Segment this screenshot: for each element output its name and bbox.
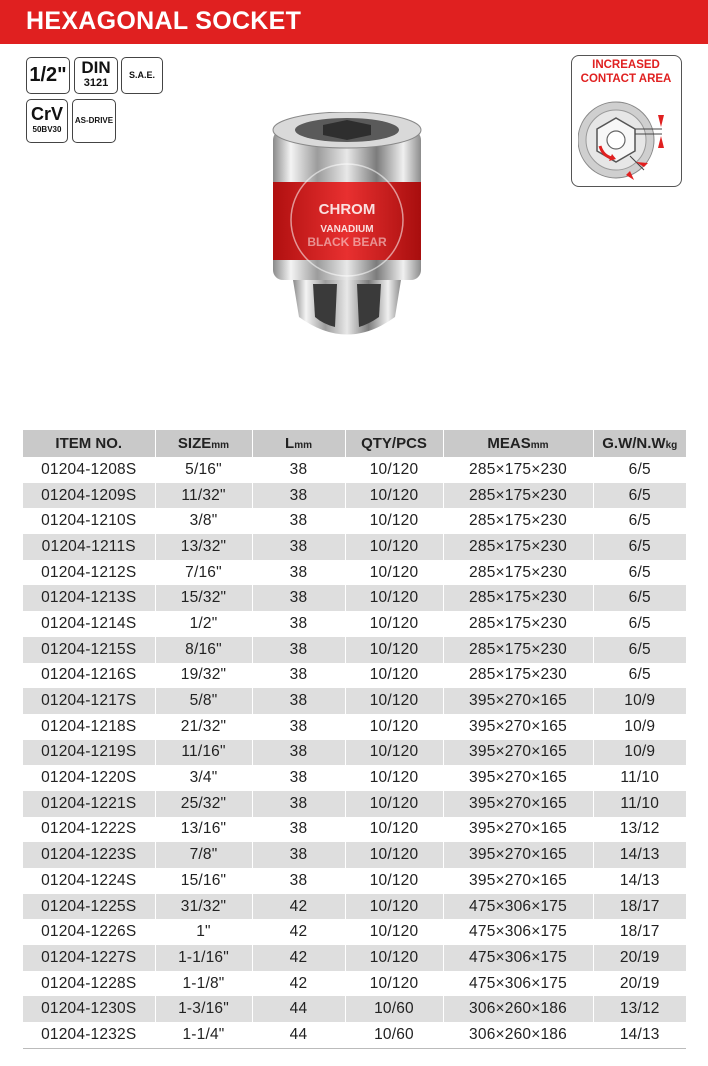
cell-item-no: 01204-1226S <box>23 919 155 945</box>
cell-meas: 395×270×165 <box>443 791 593 817</box>
cell-item-no: 01204-1215S <box>23 637 155 663</box>
cell-item-no: 01204-1209S <box>23 483 155 509</box>
cell-meas: 285×175×230 <box>443 483 593 509</box>
col-header-weight: G.W/N.Wkg <box>593 430 686 457</box>
cell-qty: 10/60 <box>345 1022 443 1048</box>
cell-size: 7/8" <box>155 842 252 868</box>
cell-qty: 10/120 <box>345 919 443 945</box>
hex-socket-photo <box>265 112 429 362</box>
cell-weight: 13/12 <box>619 1000 660 1018</box>
cell-size: 13/16" <box>155 817 252 843</box>
cell-meas: 475×306×175 <box>443 894 593 920</box>
cell-size: 1-3/16" <box>155 996 252 1022</box>
contact-area-title-line1: INCREASED <box>592 59 660 71</box>
cell-weight: 20/19 <box>619 948 660 966</box>
table-row <box>23 996 686 1022</box>
col-header-length: Lmm <box>252 430 345 457</box>
cell-qty: 10/120 <box>345 791 443 817</box>
cell-qty: 10/120 <box>345 534 443 560</box>
cell-meas: 395×270×165 <box>443 714 593 740</box>
crv-grade: 50BV30 <box>32 125 62 134</box>
cell-length: 38 <box>252 457 345 483</box>
watermark-text: BLACK BEAR <box>307 235 387 249</box>
cell-weight: 6/5 <box>628 460 651 478</box>
cell-weight: 6/5 <box>628 486 651 504</box>
table-row <box>23 714 686 740</box>
cell-size: 25/32" <box>155 791 252 817</box>
cell-meas: 285×175×230 <box>443 457 593 483</box>
cell-size: 1" <box>155 919 252 945</box>
cell-qty: 10/120 <box>345 688 443 714</box>
cell-weight: 14/13 <box>619 871 660 889</box>
cell-qty: 10/120 <box>345 714 443 740</box>
cell-weight: 11/10 <box>620 769 660 787</box>
cell-length: 38 <box>252 637 345 663</box>
cell-length: 38 <box>252 842 345 868</box>
cell-length: 42 <box>252 945 345 971</box>
cell-weight: 6/5 <box>628 512 651 530</box>
cell-length: 38 <box>252 663 345 689</box>
table-row <box>23 842 686 868</box>
cell-size: 1-1/16" <box>155 945 252 971</box>
cell-length: 38 <box>252 791 345 817</box>
spec-table <box>23 430 686 1049</box>
cell-meas: 285×175×230 <box>443 637 593 663</box>
table-row <box>23 508 686 534</box>
cell-item-no: 01204-1211S <box>23 534 155 560</box>
cell-length: 38 <box>252 611 345 637</box>
cell-length: 38 <box>252 765 345 791</box>
cell-size: 15/32" <box>155 585 252 611</box>
cell-length: 44 <box>252 1022 345 1048</box>
table-row <box>23 688 686 714</box>
cell-qty: 10/120 <box>345 637 443 663</box>
cell-length: 38 <box>252 868 345 894</box>
cell-size: 1-1/8" <box>155 971 252 997</box>
col-header-meas: MEASmm <box>443 430 593 457</box>
cell-length: 38 <box>252 714 345 740</box>
cell-qty: 10/120 <box>345 663 443 689</box>
cell-weight: 14/13 <box>619 846 660 864</box>
cell-meas: 285×175×230 <box>443 585 593 611</box>
cell-size: 19/32" <box>155 663 252 689</box>
cell-weight: 6/5 <box>628 589 651 607</box>
table-header-row <box>23 430 686 457</box>
din-standard-badge <box>74 57 118 94</box>
cell-qty: 10/120 <box>345 971 443 997</box>
table-row <box>23 971 686 997</box>
crv-material-badge <box>26 99 68 143</box>
table-row <box>23 868 686 894</box>
cell-weight: 18/17 <box>619 897 660 915</box>
cell-length: 38 <box>252 740 345 766</box>
cell-size: 3/4" <box>155 765 252 791</box>
table-row <box>23 663 686 689</box>
cell-meas: 395×270×165 <box>443 868 593 894</box>
cell-meas: 475×306×175 <box>443 971 593 997</box>
cell-item-no: 01204-1208S <box>23 457 155 483</box>
cell-weight: 10/9 <box>624 743 656 761</box>
cell-meas: 475×306×175 <box>443 919 593 945</box>
cell-item-no: 01204-1216S <box>23 663 155 689</box>
increased-contact-area-panel <box>571 55 682 187</box>
cell-qty: 10/120 <box>345 483 443 509</box>
cell-size: 7/16" <box>155 560 252 586</box>
cell-length: 42 <box>252 919 345 945</box>
cell-item-no: 01204-1212S <box>23 560 155 586</box>
cell-meas: 395×270×165 <box>443 817 593 843</box>
cell-meas: 285×175×230 <box>443 611 593 637</box>
table-row <box>23 894 686 920</box>
cell-weight: 11/10 <box>620 794 660 812</box>
cell-length: 38 <box>252 585 345 611</box>
col-header-qty: QTY/PCS <box>345 430 443 457</box>
cell-weight: 20/19 <box>619 974 660 992</box>
cell-length: 38 <box>252 483 345 509</box>
cell-length: 42 <box>252 894 345 920</box>
cell-meas: 285×175×230 <box>443 560 593 586</box>
as-drive-badge: AS-DRIVE <box>72 99 116 143</box>
cell-size: 5/16" <box>155 457 252 483</box>
socket-band-text-1: CHROM <box>318 201 376 218</box>
title-bar <box>0 0 708 44</box>
cell-size: 11/32" <box>155 483 252 509</box>
cell-size: 31/32" <box>155 894 252 920</box>
cell-weight: 6/5 <box>628 563 651 581</box>
din-number: 3121 <box>83 77 109 89</box>
cell-length: 38 <box>252 534 345 560</box>
cell-item-no: 01204-1232S <box>23 1022 155 1048</box>
cell-length: 42 <box>252 971 345 997</box>
cell-item-no: 01204-1227S <box>23 945 155 971</box>
cell-item-no: 01204-1224S <box>23 868 155 894</box>
col-header-size: SIZEmm <box>155 430 252 457</box>
table-row <box>23 457 686 483</box>
table-row <box>23 560 686 586</box>
cell-qty: 10/120 <box>345 560 443 586</box>
cell-item-no: 01204-1218S <box>23 714 155 740</box>
cell-item-no: 01204-1220S <box>23 765 155 791</box>
cell-meas: 285×175×230 <box>443 508 593 534</box>
cell-size: 8/16" <box>155 637 252 663</box>
cell-item-no: 01204-1213S <box>23 585 155 611</box>
table-row <box>23 483 686 509</box>
cell-weight: 18/17 <box>619 923 660 941</box>
cell-qty: 10/120 <box>345 868 443 894</box>
cell-size: 1-1/4" <box>155 1022 252 1048</box>
cell-qty: 10/120 <box>345 945 443 971</box>
cell-weight: 14/13 <box>593 1022 686 1048</box>
sae-badge: S.A.E. <box>121 57 163 94</box>
crv-label: CrV <box>30 104 63 124</box>
cell-size: 3/8" <box>155 508 252 534</box>
table-row <box>23 611 686 637</box>
hex-contact-diagram-icon <box>578 90 676 184</box>
cell-meas: 395×270×165 <box>443 765 593 791</box>
cell-weight: 6/5 <box>628 614 651 632</box>
cell-item-no: 01204-1222S <box>23 817 155 843</box>
table-row <box>23 817 686 843</box>
drive-size-badge: 1/2" <box>26 57 70 94</box>
cell-qty: 10/60 <box>345 996 443 1022</box>
cell-item-no: 01204-1210S <box>23 508 155 534</box>
table-row <box>23 585 686 611</box>
table-row <box>23 534 686 560</box>
col-header-item-no: ITEM NO. <box>23 430 155 457</box>
cell-item-no: 01204-1223S <box>23 842 155 868</box>
cell-qty: 10/120 <box>345 894 443 920</box>
table-row <box>23 1022 686 1048</box>
cell-length: 38 <box>252 817 345 843</box>
table-row <box>23 945 686 971</box>
cell-qty: 10/120 <box>345 842 443 868</box>
cell-length: 38 <box>252 560 345 586</box>
cell-length: 38 <box>252 688 345 714</box>
cell-qty: 10/120 <box>345 508 443 534</box>
socket-band-text-2: VANADIUM <box>320 224 374 235</box>
cell-item-no: 01204-1214S <box>23 611 155 637</box>
cell-qty: 10/120 <box>345 817 443 843</box>
cell-item-no: 01204-1221S <box>23 791 155 817</box>
contact-area-title-line2: CONTACT AREA <box>580 73 672 85</box>
cell-meas: 306×260×186 <box>443 1022 593 1048</box>
cell-meas: 285×175×230 <box>443 663 593 689</box>
cell-size: 13/32" <box>155 534 252 560</box>
din-label: DIN <box>81 58 111 77</box>
table-row <box>23 637 686 663</box>
cell-weight: 6/5 <box>628 537 651 555</box>
table-row <box>23 765 686 791</box>
cell-length: 38 <box>252 508 345 534</box>
cell-meas: 306×260×186 <box>443 996 593 1022</box>
cell-meas: 285×175×230 <box>443 534 593 560</box>
cell-item-no: 01204-1225S <box>23 894 155 920</box>
cell-weight: 6/5 <box>628 666 651 684</box>
cell-weight: 10/9 <box>624 717 656 735</box>
cell-weight: 13/12 <box>619 820 660 838</box>
cell-item-no: 01204-1228S <box>23 971 155 997</box>
table-row <box>23 919 686 945</box>
cell-weight: 10/9 <box>624 692 656 710</box>
cell-qty: 10/120 <box>345 585 443 611</box>
cell-item-no: 01204-1219S <box>23 740 155 766</box>
cell-size: 1/2" <box>155 611 252 637</box>
cell-meas: 395×270×165 <box>443 842 593 868</box>
cell-item-no: 01204-1230S <box>23 996 155 1022</box>
cell-weight: 6/5 <box>628 640 651 658</box>
cell-meas: 475×306×175 <box>443 945 593 971</box>
cell-length: 44 <box>252 996 345 1022</box>
cell-meas: 395×270×165 <box>443 688 593 714</box>
cell-qty: 10/120 <box>345 611 443 637</box>
cell-size: 11/16" <box>155 740 252 766</box>
cell-meas: 395×270×165 <box>443 740 593 766</box>
table-row <box>23 791 686 817</box>
cell-item-no: 01204-1217S <box>23 688 155 714</box>
cell-size: 15/16" <box>155 868 252 894</box>
table-row <box>23 740 686 766</box>
page-title: HEXAGONAL SOCKET <box>26 7 302 35</box>
cell-qty: 10/120 <box>345 457 443 483</box>
cell-qty: 10/120 <box>345 740 443 766</box>
cell-qty: 10/120 <box>345 765 443 791</box>
cell-size: 21/32" <box>155 714 252 740</box>
cell-size: 5/8" <box>155 688 252 714</box>
